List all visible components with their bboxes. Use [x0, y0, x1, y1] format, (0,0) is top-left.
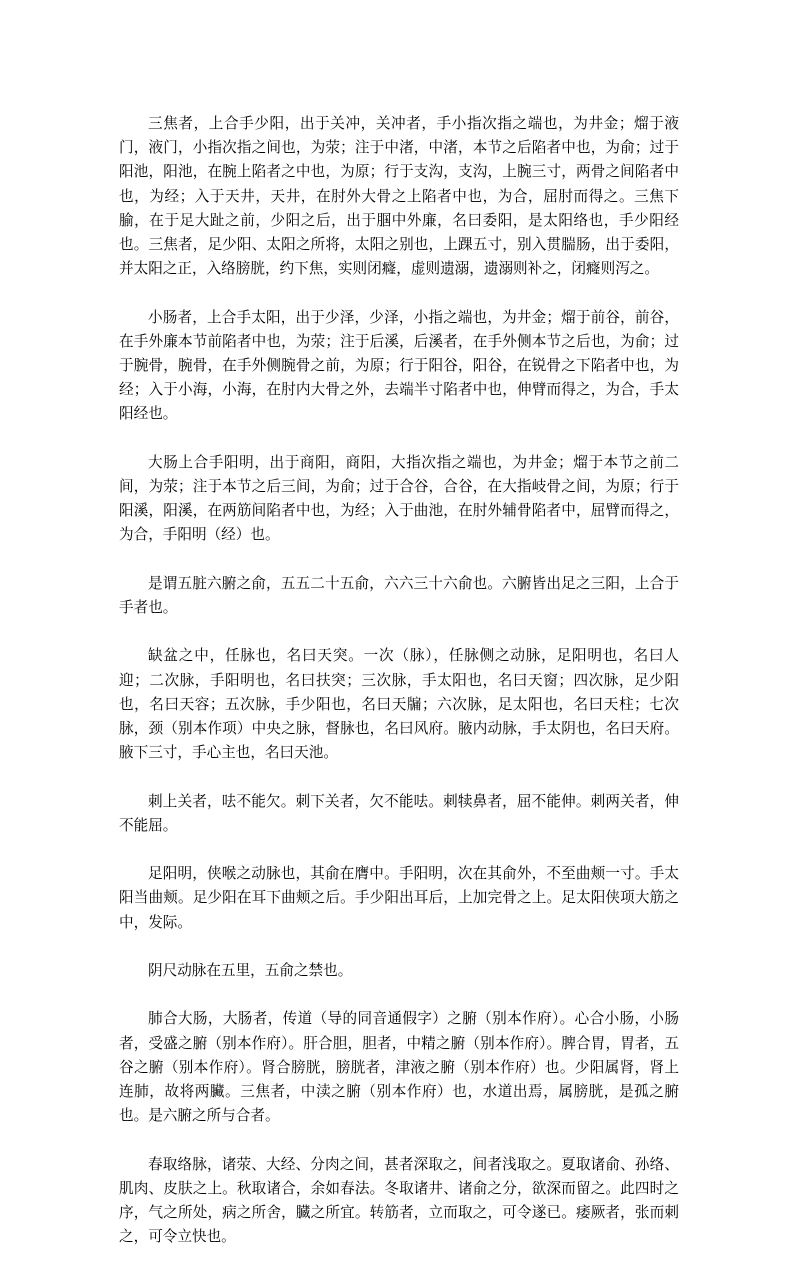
paragraph-fei-he-dachang: 肺合大肠，大肠者，传道（导的同音通假字）之腑（别本作府）。心合小肠，小肠者，受盛之腑（别本作府）。肝合胆，胆者，中精之腑（别本作府）。脾合胃，胃者，五谷之腑（别本作府）。肾合膀胱，膀胱者，津液之腑（别本作府）也。少阳属肾，肾上连肺，故将两臟。三焦者，中渎之腑（别本作府）也，水道出焉，属膀胱，是孤之腑也。是六腑之所与合者。 [119, 1010, 679, 1125]
paragraph-chun-qu: 春取络脉，诸荥、大经、分肉之间，甚者深取之，间者浅取之。夏取诸俞、孙络、肌肉、皮肤之上。秋取诸合，余如春法。冬取诸井、诸俞之分，欲深而留之。此四时之序，气之所处，病之所舍，臓之所宜。转筋者，立而取之，可令遂已。痿厥者，张而刺之，可令立快也。 [119, 1155, 679, 1246]
paragraph-yinchi: 阴尺动脉在五里，五俞之禁也。 [148, 962, 353, 979]
paragraph-quepen: 缺盆之中，任脉也，名曰天突。一次（脉），任脉侧之动脉，足阳明也，名曰人迎；二次脉，手阳明也，名曰扶突；三次脉，手太阳也，名曰天窗；四次脉，足少阳也，名曰天容；五次脉，手少阳也，名曰天牖；六次脉，足太阳也，名曰天柱；七次脉，颈（别本作项）中央之脉，督脉也，名曰风府。腋内动脉，手太阴也，名曰天府。腋下三寸，手心主也，名曰天池。 [119, 647, 679, 762]
paragraph-zuyangming: 足阳明，侠喉之动脉也，其俞在膺中。手阳明，次在其俞外，不至曲颊一寸。手太阳当曲颊。足少阳在耳下曲颊之后。手少阳出耳后，上加完骨之上。足太阳侠项大筋之中，发际。 [119, 865, 679, 931]
paragraph-xiaochang: 小肠者，上合手太阳，出于少泽，少泽，小指之端也，为井金；熘于前谷，前谷，在手外廉本节前陷者中也，为荥；注于后溪，后溪者，在手外侧本节之后也，为俞；过于腕骨，腕骨，在手外侧腕骨之前，为原；行于阳谷，阳谷，在锐骨之下陷者中也，为经；入于小海，小海，在肘内大骨之外，去端半寸陷者中也，伸臂而得之，为合，手太阳经也。 [119, 308, 679, 423]
paragraph-sanjiao: 三焦者，上合手少阳，出于关冲，关冲者，手小指次指之端也，为井金；熘于液门，液门，小指次指之间也，为荥；注于中渚，中渚，本节之后陷者中也，为俞；过于阳池，阳池，在腕上陷者之中也，为原；行于支沟，支沟，上腕三寸，两骨之间陷者中也，为经；入于天井，天井，在肘外大骨之上陷者中也，为合，屈肘而得之。三焦下腧，在于足大趾之前，少阳之后，出于腘中外廉，名曰委阳，是太阳络也，手少阳经也。三焦者，足少阳、太阳之所将，太阳之别也，上踝五寸，别入贯腨肠，出于委阳，并太阳之正，入络膀胱，约下焦，实则闭癃，虚则遗溺，遗溺则补之，闭癃则泻之。 [119, 115, 679, 278]
document-body [119, 112, 679, 1274]
paragraph-wuzang-liufu: 是谓五脏六腑之俞，五五二十五俞，六六三十六俞也。六腑皆出足之三阳，上合于手者也。 [119, 574, 679, 617]
paragraph-ci-guan: 刺上关者，呿不能欠。刺下关者，欠不能呿。刺犊鼻者，屈不能伸。刺两关者，伸不能屈。 [119, 792, 679, 834]
paragraph-dachang: 大肠上合手阳明，出于商阳，商阳，大指次指之端也，为井金；熘于本节之前二间，为荥；注于本节之后三间，为俞；过于合谷，合谷，在大指岐骨之间，为原；行于阳溪，阳溪，在两筋间陷者中也，为经；入于曲池，在肘外辅骨陷者中，屈臂而得之，为合，手阳明（经）也。 [119, 453, 679, 544]
